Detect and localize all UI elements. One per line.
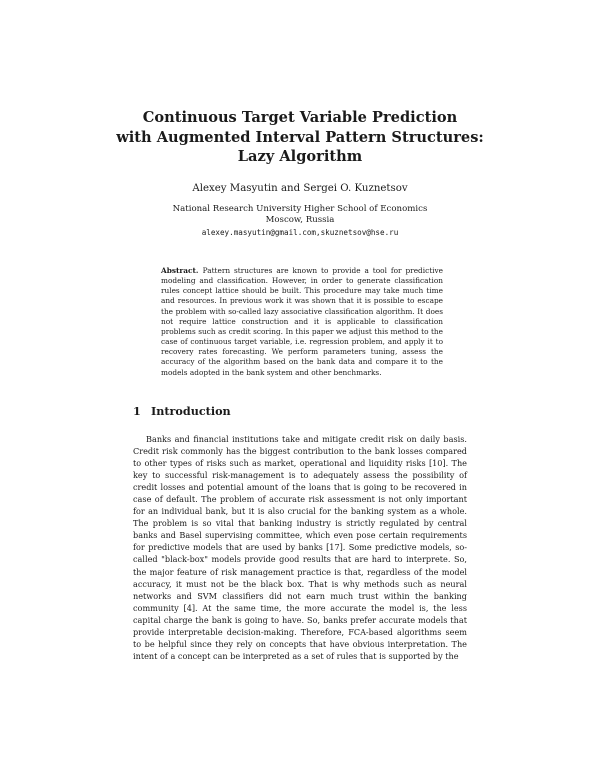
abstract-label: Abstract. <box>161 266 203 275</box>
title-line-2: with Augmented Interval Pattern Structures: <box>116 128 484 146</box>
section-title: Introduction <box>151 404 231 418</box>
section-heading <box>133 404 473 418</box>
affiliation-block <box>60 204 540 238</box>
section-number: 1 <box>133 404 141 418</box>
abstract <box>161 266 443 378</box>
affiliation-institution: National Research University Higher School of Economics <box>172 204 428 214</box>
author-list: Alexey Masyutin and Sergei O. Kuznetsov <box>192 183 408 194</box>
title-line-1: Continuous Target Variable Prediction <box>142 109 458 126</box>
abstract-text: Pattern structures are known to provide a tool for predictive modeling and classification. However, in order to generate classification rules concept lattice should be built. This procedure may take much time and resources. In previous work it was shown that it is possible to escape the problem with so-called lazy associative classification algorithm. It does not require lattice construction and it is applicable to classification problems such as credit scoring. In this paper we adjust this method to the case of continuous target variable, i.e. regression problem, and apply it to recovery rates forecasting. We perform parameters tuning, assess the accuracy of the algorithm based on the bank data and compare it to the models adopted in the bank system and other benchmarks. <box>161 266 444 377</box>
affiliation-location: Moscow, Russia <box>265 215 335 226</box>
intro-paragraph: Banks and financial institutions take and mitigate credit risk on daily basis. Credit risk commonly has the biggest contribution to the bank losses compared to other types of risks such as market, operational and liquidity risks [10]. The key to successful risk-management is to adequately assess the possibility of credit losses and potential amount of the loans that is going to be recovered in case of default. The problem of accurate risk assessment is not only important for an individual bank, but it is also crucial for the banking system as a whole. The problem is so vital that banking industry is strictly regulated by central banks and Basel supervising committee, which even pose certain requirements for predictive models that are used by banks [17]. Some predictive models, so-called "black-box" models provide good results that are hard to interprete. So, the major feature of risk management practice is that, regardless of the model accuracy, it must not be the black box. That is why methods such as neural networks and SVM classifiers did not earn much trust within the banking community [4]. At the same time, the more accurate the model is, the less capital charge the bank is going to have. So, banks prefer accurate models that provide interpretable decision-making. Therefore, FCA-based algorithms seem to be helpful since they rely on concepts that have obvious interpretation. The intent of a concept can be interpreted as a set of rules that is supported by the <box>133 434 467 661</box>
author-emails: alexey.masyutin@gmail.com,skuznetsov@hse.ru <box>201 227 399 237</box>
paper-title <box>60 108 540 167</box>
title-line-3: Lazy Algorithm <box>237 148 363 165</box>
